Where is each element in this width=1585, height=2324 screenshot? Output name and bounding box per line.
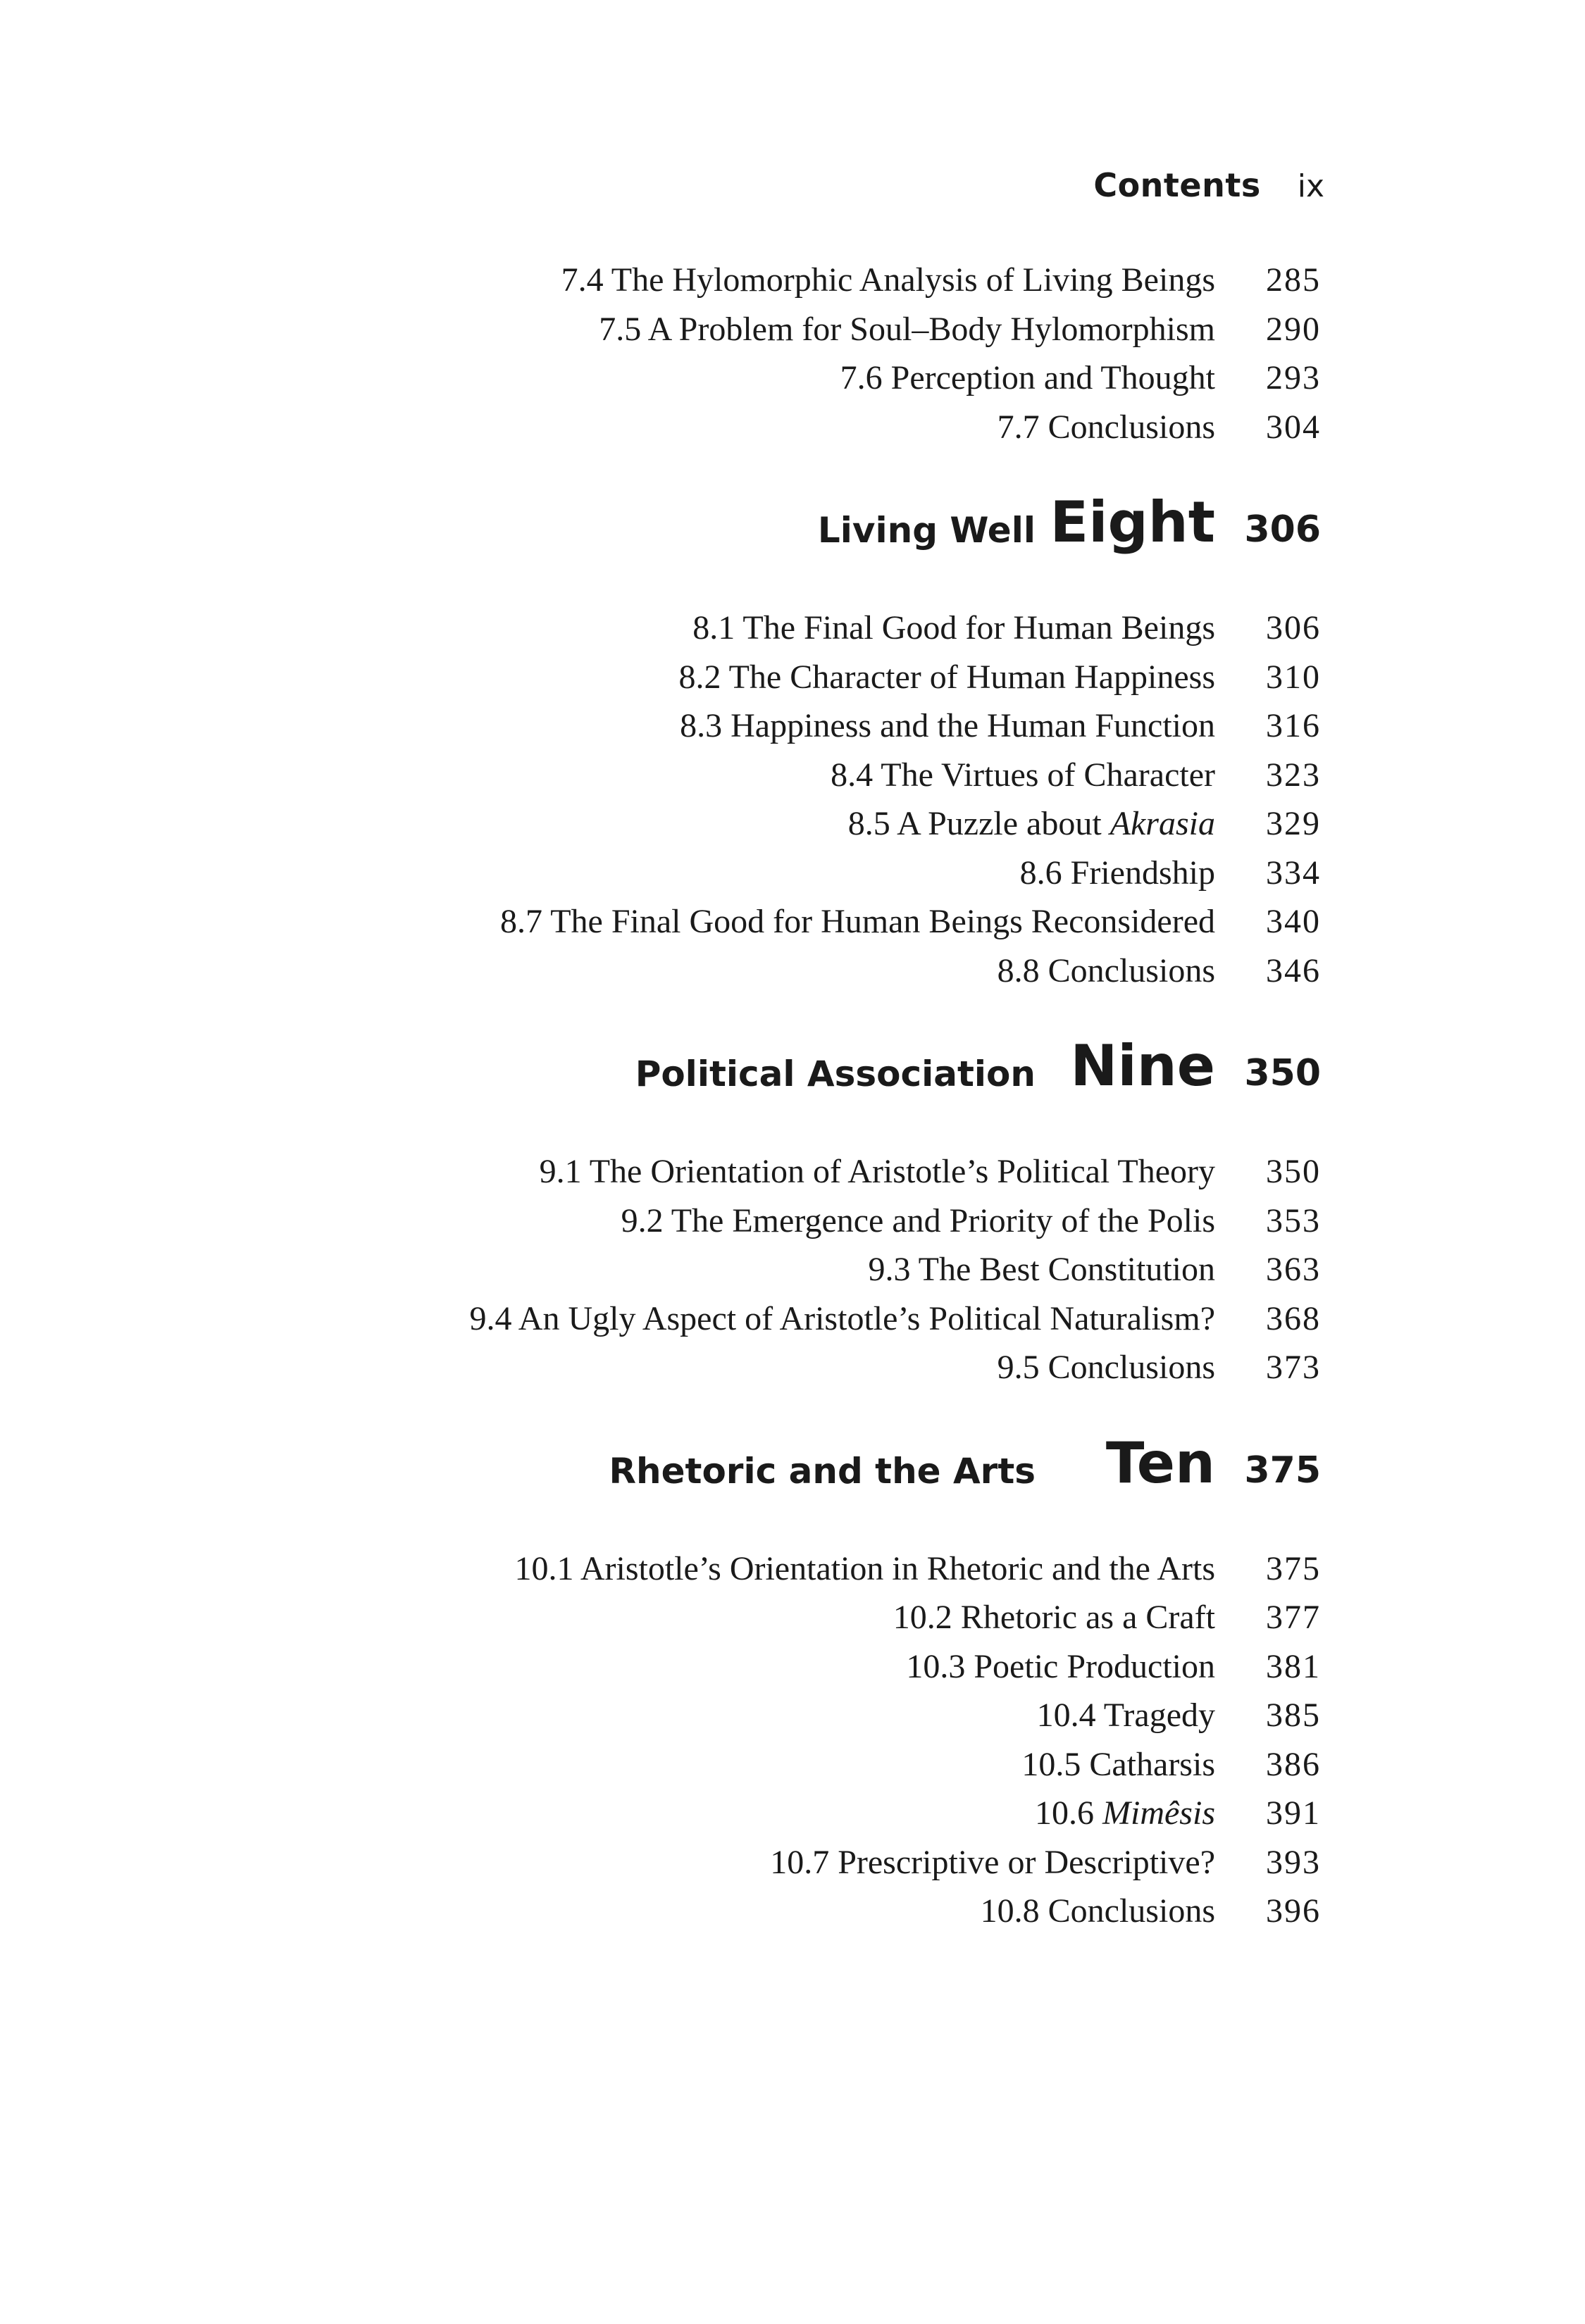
entry-title bbox=[599, 310, 1215, 348]
toc-entry[interactable] bbox=[0, 1683, 1585, 1732]
section-title: The Final Good for Human Beings Reconsidered bbox=[550, 903, 1215, 940]
section-title: The Final Good for Human Beings bbox=[742, 609, 1215, 646]
entry-title bbox=[831, 758, 1215, 792]
chapter-number: Nine bbox=[1070, 1033, 1215, 1099]
entry-page-number: 375 bbox=[1266, 1549, 1321, 1587]
entry-title bbox=[893, 1601, 1215, 1635]
section-title: Rhetoric as a Craft bbox=[960, 1599, 1215, 1636]
section-title: A Puzzle about bbox=[897, 805, 1110, 842]
entry-page-number: 304 bbox=[1266, 408, 1321, 446]
section-title: A Problem for Soul–Body Hylomorphism bbox=[647, 310, 1215, 348]
entry-page-number: 368 bbox=[1266, 1299, 1321, 1337]
page-number: ix bbox=[1297, 168, 1324, 204]
toc-entry[interactable] bbox=[0, 346, 1585, 395]
section-title: Conclusions bbox=[1048, 1892, 1215, 1930]
entry-title bbox=[1020, 856, 1215, 890]
section-title: The Virtues of Character bbox=[881, 756, 1215, 794]
section-title: Friendship bbox=[1070, 854, 1215, 892]
section-number: 9.2 bbox=[621, 1201, 664, 1239]
running-head bbox=[1093, 166, 1324, 204]
entry-title bbox=[500, 905, 1215, 939]
entry-title bbox=[678, 658, 1215, 696]
section-number: 8.1 bbox=[692, 609, 735, 646]
section-number: 10.8 bbox=[980, 1892, 1040, 1930]
entry-title bbox=[869, 1253, 1215, 1287]
section-number: 10.7 bbox=[770, 1843, 830, 1881]
section-title-italic: Akrasia bbox=[1110, 805, 1215, 842]
toc-entry[interactable] bbox=[0, 1585, 1585, 1635]
entry-page-number: 377 bbox=[1266, 1599, 1321, 1636]
entry-page-number: 350 bbox=[1266, 1153, 1321, 1190]
toc-entry[interactable] bbox=[0, 248, 1585, 297]
section-title: The Hylomorphic Analysis of Living Beings bbox=[611, 261, 1215, 299]
section-title: Poetic Production bbox=[974, 1647, 1215, 1685]
section-title: An Ugly Aspect of Aristotle’s Political Naturalism? bbox=[518, 1299, 1215, 1337]
toc-entry[interactable] bbox=[0, 596, 1585, 645]
entry-page-number: 386 bbox=[1266, 1745, 1321, 1783]
entry-title bbox=[540, 1155, 1215, 1189]
section-number: 9.3 bbox=[868, 1251, 911, 1288]
toc-entry[interactable] bbox=[0, 1830, 1585, 1880]
entry-title bbox=[906, 1647, 1215, 1685]
entry-title bbox=[848, 807, 1215, 841]
chapter-heading[interactable] bbox=[0, 477, 1585, 555]
section-number: 10.3 bbox=[906, 1647, 966, 1685]
section-number: 9.1 bbox=[539, 1153, 582, 1190]
toc-entry[interactable] bbox=[0, 1537, 1585, 1586]
entry-title bbox=[1021, 1745, 1215, 1783]
section-title: Conclusions bbox=[1048, 951, 1215, 989]
section-title: Perception and Thought bbox=[890, 359, 1215, 396]
section-title: Catharsis bbox=[1089, 1745, 1215, 1783]
entry-page-number: 346 bbox=[1266, 951, 1321, 989]
toc-entry[interactable] bbox=[0, 792, 1585, 841]
entry-page-number: 396 bbox=[1266, 1892, 1321, 1930]
chapter-page-number: 350 bbox=[1244, 1052, 1321, 1094]
toc-entry[interactable] bbox=[0, 939, 1585, 988]
toc-entry[interactable] bbox=[0, 1139, 1585, 1189]
section-number: 8.2 bbox=[678, 658, 721, 696]
entry-title bbox=[680, 709, 1215, 743]
entry-page-number: 391 bbox=[1266, 1794, 1321, 1832]
entry-page-number: 329 bbox=[1266, 805, 1321, 842]
section-title: Aristotle’s Orientation in Rhetoric and the Arts bbox=[580, 1549, 1215, 1587]
toc-entry[interactable] bbox=[0, 889, 1585, 939]
entry-title bbox=[621, 1201, 1215, 1239]
entry-title bbox=[1037, 1699, 1215, 1732]
section-title: The Emergence and Priority of the Polis bbox=[671, 1201, 1215, 1239]
chapter-heading[interactable] bbox=[0, 1021, 1585, 1099]
entry-title bbox=[997, 951, 1215, 989]
toc-entry[interactable] bbox=[0, 1335, 1585, 1385]
chapter-title: Political Association bbox=[635, 1054, 1036, 1094]
section-number: 10.5 bbox=[1021, 1745, 1081, 1783]
section-number: 8.4 bbox=[831, 756, 874, 794]
toc-entry[interactable] bbox=[0, 297, 1585, 346]
entry-title bbox=[469, 1299, 1215, 1337]
running-head-title: Contents bbox=[1093, 166, 1261, 204]
section-title: The Best Constitution bbox=[918, 1251, 1215, 1288]
entry-page-number: 363 bbox=[1266, 1251, 1321, 1288]
toc-entry[interactable] bbox=[0, 395, 1585, 444]
section-number: 8.6 bbox=[1019, 854, 1062, 892]
entry-page-number: 385 bbox=[1266, 1697, 1321, 1734]
toc-entry[interactable] bbox=[0, 1189, 1585, 1238]
entry-title bbox=[997, 1351, 1215, 1385]
section-title: Tragedy bbox=[1103, 1697, 1215, 1734]
toc-entry[interactable] bbox=[0, 694, 1585, 743]
section-number: 9.4 bbox=[469, 1299, 512, 1337]
section-title: Conclusions bbox=[1048, 408, 1215, 446]
toc-entry[interactable] bbox=[0, 1237, 1585, 1287]
entry-page-number: 316 bbox=[1266, 707, 1321, 744]
toc-entry[interactable] bbox=[0, 1635, 1585, 1684]
entry-page-number: 306 bbox=[1266, 609, 1321, 646]
section-number: 8.8 bbox=[997, 951, 1040, 989]
section-number: 8.3 bbox=[680, 707, 723, 744]
section-title: The Orientation of Aristotle’s Political Theory bbox=[589, 1153, 1215, 1190]
toc-entry[interactable] bbox=[0, 1781, 1585, 1830]
entry-page-number: 393 bbox=[1266, 1843, 1321, 1881]
entry-page-number: 293 bbox=[1266, 359, 1321, 396]
toc-entry[interactable] bbox=[0, 743, 1585, 792]
section-title: Happiness and the Human Function bbox=[731, 707, 1215, 744]
toc-entry[interactable] bbox=[0, 1287, 1585, 1336]
toc-entry[interactable] bbox=[0, 841, 1585, 890]
entry-page-number: 290 bbox=[1266, 310, 1321, 348]
section-number: 7.6 bbox=[840, 359, 883, 396]
section-number: 7.7 bbox=[997, 408, 1040, 446]
chapter-title: Rhetoric and the Arts bbox=[609, 1450, 1036, 1492]
section-number: 10.2 bbox=[893, 1599, 952, 1636]
section-number: 10.4 bbox=[1036, 1697, 1096, 1734]
section-number: 10.6 bbox=[1035, 1794, 1095, 1832]
section-title-italic: Mimêsis bbox=[1102, 1794, 1215, 1832]
section-number: 7.5 bbox=[599, 310, 642, 348]
section-number: 8.5 bbox=[847, 805, 890, 842]
section-title: Prescriptive or Descriptive? bbox=[838, 1843, 1215, 1881]
toc-entry[interactable] bbox=[0, 1879, 1585, 1928]
entry-page-number: 353 bbox=[1266, 1201, 1321, 1239]
section-title: Conclusions bbox=[1048, 1349, 1215, 1386]
entry-title bbox=[1035, 1794, 1215, 1832]
entry-title bbox=[770, 1843, 1215, 1881]
entry-page-number: 285 bbox=[1266, 261, 1321, 299]
chapter-title: Living Well bbox=[817, 510, 1036, 551]
section-number: 8.7 bbox=[500, 903, 543, 940]
entry-page-number: 323 bbox=[1266, 756, 1321, 794]
chapter-page-number: 375 bbox=[1244, 1449, 1321, 1492]
chapter-number: Ten bbox=[1105, 1430, 1215, 1496]
entry-title bbox=[514, 1549, 1215, 1587]
section-number: 9.5 bbox=[997, 1349, 1040, 1386]
entry-page-number: 334 bbox=[1266, 854, 1321, 892]
section-number: 7.4 bbox=[561, 261, 604, 299]
chapter-page-number: 306 bbox=[1244, 508, 1321, 551]
toc-entry[interactable] bbox=[0, 645, 1585, 694]
chapter-heading[interactable] bbox=[0, 1418, 1585, 1496]
section-title: The Character of Human Happiness bbox=[728, 658, 1215, 696]
toc-entry[interactable] bbox=[0, 1732, 1585, 1782]
entry-page-number: 381 bbox=[1266, 1647, 1321, 1685]
entry-page-number: 310 bbox=[1266, 658, 1321, 696]
entry-title bbox=[692, 611, 1215, 645]
section-number: 10.1 bbox=[514, 1549, 574, 1587]
entry-title bbox=[840, 361, 1215, 395]
entry-title bbox=[997, 408, 1215, 446]
entry-title bbox=[981, 1894, 1215, 1928]
entry-page-number: 340 bbox=[1266, 903, 1321, 940]
entry-page-number: 373 bbox=[1266, 1349, 1321, 1386]
chapter-number: Eight bbox=[1050, 489, 1215, 555]
entry-title bbox=[561, 263, 1215, 297]
